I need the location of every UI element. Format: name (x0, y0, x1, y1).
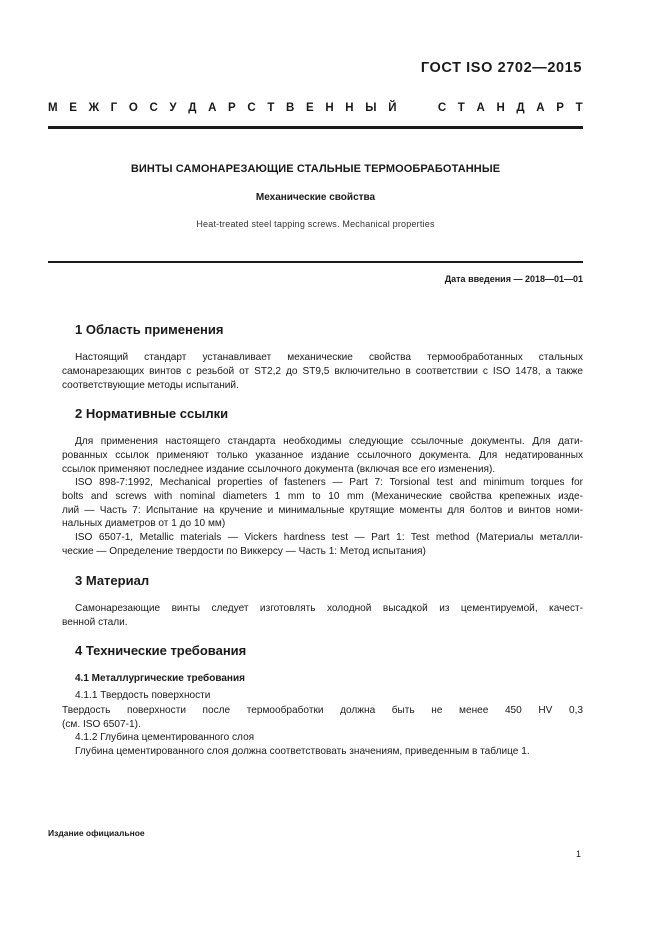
section-2-heading: 2 Нормативные ссылки (75, 406, 229, 421)
text-line: Для применения настоящего стандарта необходимы следующие ссылочные документы. Для дати- (75, 436, 583, 447)
heading-letter: Н (325, 102, 334, 114)
heading-letter: Т (457, 102, 465, 114)
section-3-paragraph (62, 602, 583, 630)
subsection-4-1-heading: 4.1 Металлургические требования (75, 673, 245, 684)
text-line: Самонарезающие винты следует изготовлять холодной высадкой из цементируемой, качест- (75, 603, 583, 614)
heading-letter: А (536, 102, 545, 114)
heading-letter: Ж (88, 102, 99, 114)
heading-letter (423, 102, 426, 114)
official-edition-label: Издание официальное (48, 828, 145, 838)
title-rule (48, 261, 583, 263)
heading-letter: Ы (365, 102, 377, 114)
section-1-heading: 1 Область применения (75, 322, 224, 337)
document-subtitle: Механические свойства (255, 192, 376, 203)
heading-letter: Н (345, 102, 354, 114)
text-line: bolts and screws with nominal diameters 1 mm to 10 mm (Механические свойства крепежных изде- (62, 490, 583, 502)
text-line: (см. ISO 6507-1). (62, 718, 141, 730)
standard-type-heading (48, 102, 583, 114)
heading-letter: Т (267, 102, 275, 114)
section-3-heading: 3 Материал (75, 573, 150, 588)
heading-letter: О (128, 102, 138, 114)
section-1-paragraph (62, 351, 583, 392)
heading-letter: С (437, 102, 447, 114)
page-number: 1 (575, 849, 581, 859)
text-line: рованных ссылок применяют только указанное издание ссылочного документа. Для недатированных (62, 449, 583, 461)
introduction-date: Дата введения — 2018—01—01 (444, 274, 583, 284)
heading-letter: В (286, 102, 295, 114)
heading-letter: Й (388, 102, 397, 114)
heading-letter: Д (188, 102, 197, 114)
section-2-paragraph-1 (62, 435, 583, 476)
heading-letter: Т (575, 102, 583, 114)
heading-letter: Д (516, 102, 525, 114)
document-title: ВИНТЫ САМОНАРЕЗАЮЩИЕ СТАЛЬНЫЕ ТЕРМООБРАБОТАННЫЕ (130, 163, 501, 175)
section-4-heading: 4 Технические требования (75, 643, 247, 658)
heading-letter: С (247, 102, 256, 114)
item-4-1-2-text: Глубина цементированного слоя должна соответствовать значениям, приведенным в таблице 1. (75, 746, 530, 757)
heading-letter: Н (496, 102, 505, 114)
section-2-reference-iso-898-7 (62, 476, 583, 531)
heading-letter: Р (228, 102, 236, 114)
heading-letter: Г (110, 102, 118, 114)
item-4-1-2-heading: 4.1.2 Глубина цементированного слоя (75, 732, 255, 743)
heading-letter: С (149, 102, 158, 114)
text-line: ISO 6507-1, Metallic materials — Vickers hardness test — Part 1: Test method (Материалы металли- (75, 532, 583, 543)
heading-letter: А (208, 102, 217, 114)
header-rule (48, 126, 583, 129)
text-line: самонарезающих винтов с резьбой от ST2,2 до ST9,5 включительно в соответствии с ISO 1478, а также (62, 365, 583, 377)
text-line: лий — Часть 7: Испытание на кручение и минимальные крутящие моменты для болтов и винтов номи- (62, 504, 583, 516)
text-line: ческие — Определение твердости по Виккерсу — Часть 1: Метод испытания) (62, 545, 426, 557)
heading-letter: Е (306, 102, 314, 114)
heading-letter: У (169, 102, 177, 114)
text-line: нальных диаметров от 1 до 10 мм) (62, 518, 226, 530)
heading-letter: А (476, 102, 485, 114)
standard-code: ГОСТ ISO 2702—2015 (420, 60, 582, 76)
heading-letter (408, 102, 411, 114)
heading-letter: Е (69, 102, 77, 114)
text-line: Настоящий стандарт устанавливает механические свойства термообработанных стальных (75, 352, 583, 363)
heading-letter: Р (556, 102, 564, 114)
document-title-english: Heat-treated steel tapping screws. Mechanical properties (196, 219, 435, 229)
text-line: венной стали. (62, 616, 128, 628)
heading-letter: М (48, 102, 58, 114)
item-4-1-1-heading: 4.1.1 Твердость поверхности (75, 690, 211, 701)
text-line: ссылок применяют последнее издание ссылочного документа (включая все его изменения). (62, 463, 496, 475)
text-line: Твердость поверхности после термообработки должна быть не менее 450 HV 0,3 (62, 705, 583, 716)
text-line: ISO 898-7:1992, Mechanical properties of fasteners — Part 7: Torsional test and minimum torques for (75, 477, 583, 488)
item-4-1-1-text (62, 704, 583, 732)
text-line: соответствующие методы испытаний. (62, 379, 239, 391)
section-2-reference-iso-6507-1 (62, 531, 583, 559)
